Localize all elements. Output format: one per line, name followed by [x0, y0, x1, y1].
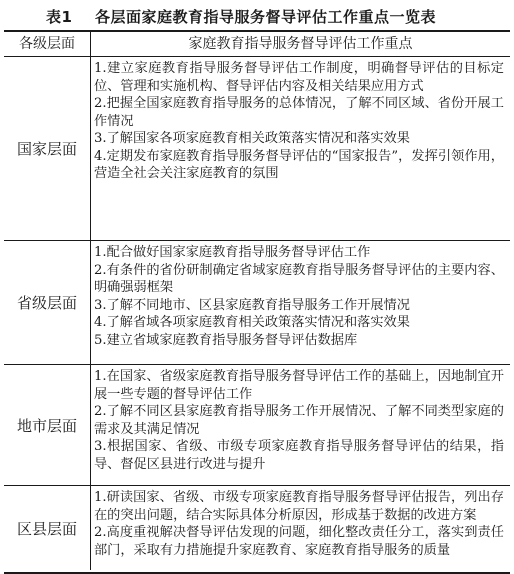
table-row-national — [4, 57, 510, 241]
point-item: 2.有条件的省份研制确定省域家庭教育指导服务督导评估的主要内容、明确强弱框架 — [94, 262, 504, 295]
point-item: 1.在国家、省级家庭教育指导服务督导评估工作的基础上，因地制宜开展一些专题的督导评估工作 — [94, 369, 504, 402]
point-item: 1.配合做好国家家庭教育指导服务督导评估工作 — [94, 245, 371, 260]
level-cell: 国家层面 — [4, 57, 91, 240]
point-item: 3.了解国家各项家庭教育相关政策落实情况和落实效果 — [94, 131, 410, 146]
table-row-municipal — [4, 365, 510, 486]
points-cell — [94, 368, 504, 473]
table-header — [4, 32, 510, 57]
table-number: 表1 — [46, 8, 73, 26]
point-item: 2.高度重视解决督导评估发现的问题，细化整改责任分工，落实到责任部门，采取有力措施提升家庭教育、家庭教育指导服务的质量 — [94, 525, 504, 558]
points-cell — [94, 489, 504, 559]
level-cell: 区县层面 — [4, 486, 91, 570]
point-item: 4.了解省域各项家庭教育相关政策落实情况和落实效果 — [94, 315, 410, 330]
point-item: 2.了解不同区县家庭教育指导服务工作开展情况、了解不同类型家庭的需求及其满足情况 — [94, 404, 504, 437]
point-item: 1.建立家庭教育指导服务督导评估工作制度，明确督导评估的目标定位、管理和实施机构、督导评估内容及相关结果应用方式 — [94, 61, 504, 94]
header-level: 各级层面 — [4, 32, 91, 56]
table-caption — [0, 4, 514, 26]
point-item: 4.定期发布家庭教育指导服务督导评估的“国家报告”，发挥引领作用，营造全社会关注家庭教育的氛围 — [94, 148, 504, 181]
table-title: 各层面家庭教育指导服务督导评估工作重点一览表 — [95, 8, 437, 26]
guidance-table — [4, 30, 510, 574]
level-cell: 地市层面 — [4, 365, 91, 485]
table-row-county — [4, 486, 510, 570]
table-row-provincial — [4, 241, 510, 365]
point-item: 1.研读国家、省级、市级专项家庭教育指导服务督导评估报告，列出存在的突出问题，结合实际具体分析原因，形成基于数据的改进方案 — [94, 490, 504, 523]
header-focus: 家庭教育指导服务督导评估工作重点 — [188, 36, 413, 52]
points-cell — [94, 244, 504, 349]
level-cell: 省级层面 — [4, 241, 91, 364]
point-item: 5.建立省域家庭教育指导服务督导评估数据库 — [94, 332, 358, 348]
point-item: 3.了解不同地市、区县家庭教育指导服务工作开展情况 — [94, 297, 410, 313]
point-item: 2.把握全国家庭教育指导服务的总体情况，了解不同区域、省份开展工作情况 — [94, 96, 504, 129]
point-item: 3.根据国家、省级、市级专项家庭教育指导服务督导评估的结果，指导、督促区县进行改进与提升 — [94, 439, 504, 472]
points-cell — [94, 60, 504, 183]
